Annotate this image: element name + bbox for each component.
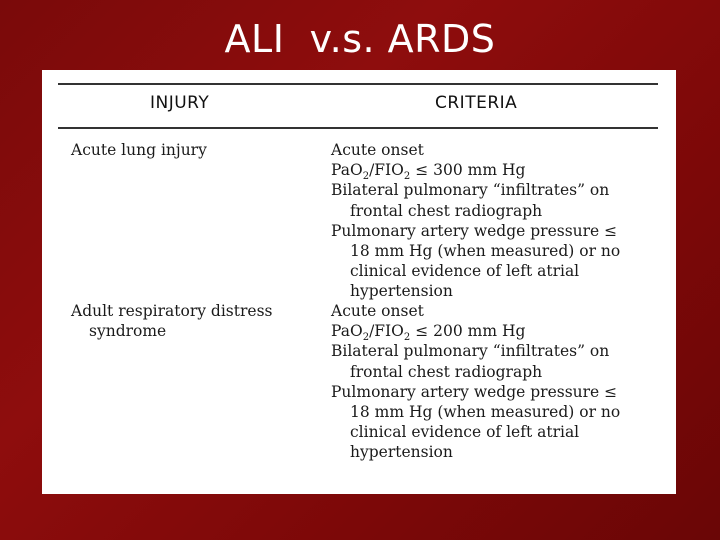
ratio-subscript: 2 [403, 332, 411, 344]
criterion-wedge-line4: hypertension [350, 282, 453, 301]
table-row-acute-lung-injury-criteria [331, 140, 671, 302]
table-top-rule [58, 83, 658, 85]
criteria-table [42, 70, 676, 494]
table-row-ards-label [71, 301, 321, 341]
column-header-injury: INJURY [150, 93, 210, 113]
ratio-subscript: 2 [403, 171, 411, 183]
ratio-pa-text: Pa [331, 322, 350, 341]
criterion-wedge-line3: clinical evidence of left atrial [350, 423, 580, 442]
ratio-o-text: O [349, 322, 363, 341]
slide-title: ALI v.s. ARDS [224, 17, 496, 61]
criterion-wedge-line1: Pulmonary artery wedge pressure ≤ [331, 221, 618, 240]
criterion-onset: Acute onset [331, 141, 424, 159]
injury-name-line1: Adult respiratory distress [71, 302, 273, 320]
criterion-oxygen-ratio [331, 160, 671, 183]
criterion-bilateral-line2: frontal chest radiograph [350, 362, 543, 381]
table-row-ards-criteria [331, 301, 671, 463]
criterion-wedge-line1: Pulmonary artery wedge pressure ≤ [331, 382, 618, 401]
criterion-bilateral-line2: frontal chest radiograph [350, 201, 543, 220]
ratio-fio-text: /FIO [369, 322, 404, 341]
ratio-o-text: O [349, 161, 363, 180]
criterion-oxygen-ratio [331, 321, 671, 344]
ratio-fio-text: /FIO [369, 161, 404, 180]
criterion-wedge-line3: clinical evidence of left atrial [350, 262, 580, 281]
criterion-wedge-line2: 18 mm Hg (when measured) or no [350, 403, 621, 422]
criterion-bilateral-line1: Bilateral pulmonary “infiltrates” on [331, 181, 610, 200]
ratio-subscript: 2 [362, 171, 370, 183]
ratio-subscript: 2 [362, 332, 370, 344]
criterion-wedge-line2: 18 mm Hg (when measured) or no [350, 242, 621, 261]
criterion-bilateral-line1: Bilateral pulmonary “infiltrates” on [331, 342, 610, 361]
criterion-onset: Acute onset [331, 302, 424, 320]
table-header-rule [58, 127, 658, 129]
column-header-criteria: CRITERIA [435, 93, 518, 113]
injury-name: Acute lung injury [71, 141, 207, 159]
ratio-pa-text: Pa [331, 161, 350, 180]
criterion-wedge-line4: hypertension [350, 443, 453, 462]
ratio-threshold: ≤ 300 mm Hg [410, 161, 526, 180]
table-row-acute-lung-injury-label [71, 140, 321, 160]
ratio-threshold: ≤ 200 mm Hg [410, 322, 526, 341]
injury-name-line2: syndrome [89, 322, 167, 341]
